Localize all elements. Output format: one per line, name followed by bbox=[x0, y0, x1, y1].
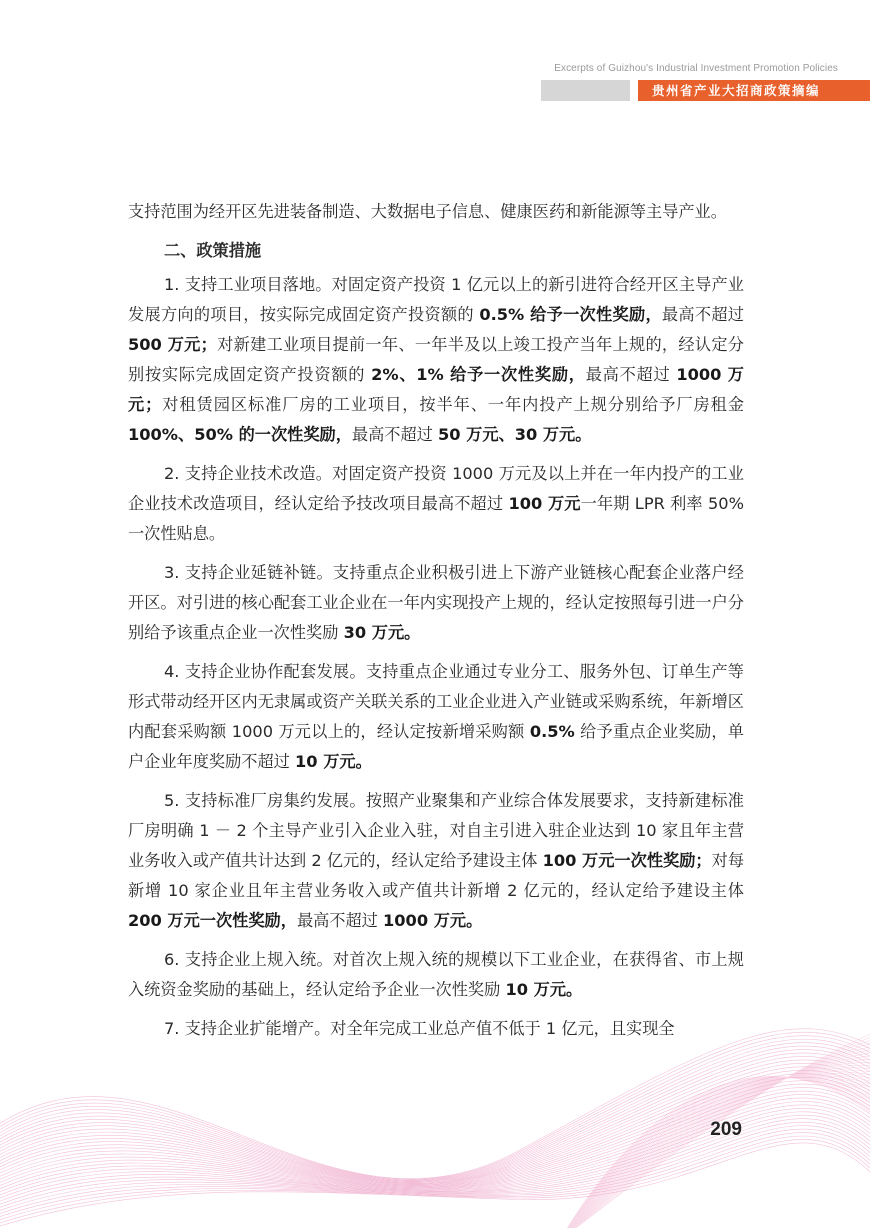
page-number: 209 bbox=[710, 1119, 742, 1140]
document-body bbox=[128, 197, 744, 1053]
wave-line bbox=[560, 1073, 870, 1228]
wave-line bbox=[560, 1074, 870, 1228]
wave-line bbox=[0, 1098, 870, 1190]
header-subtitle-en: Excerpts of Guizhou's Industrial Investment Promotion Policies bbox=[554, 63, 838, 74]
header-title-bar bbox=[638, 80, 870, 101]
wave-line bbox=[560, 1077, 870, 1228]
wave-line bbox=[0, 1143, 870, 1228]
wave-line bbox=[0, 1136, 870, 1223]
policy-item-6: 6. 支持企业上规入统。对首次上规入统的规模以下工业企业，在获得省、市上规入统资金奖励的基础上，经认定给予企业一次性奖励 10 万元。 bbox=[128, 950, 744, 999]
wave-line bbox=[0, 1101, 870, 1193]
wave-line bbox=[560, 1070, 870, 1228]
wave-line bbox=[0, 1133, 870, 1220]
policy-item-1: 1. 支持工业项目落地。对固定资产投资 1 亿元以上的新引进符合经开区主导产业发展方向的项目，按实际完成固定资产投资额的 0.5% 给予一次性奖励，最高不超过 500 万元；对新建工业项目提前一年、一年半及以上竣工投产当年上规的，经认定分别按实际完成固定资产投资额的 2%、1% 给予一次性奖励，最高不超过 1000 万元；对租赁园区标准厂房的工业项目，按半年、一年内投产上规分别给予厂房租金 100%、50% 的一次性奖励，最高不超过 50 万元、30 万元。 bbox=[128, 275, 745, 444]
wave-line bbox=[560, 1076, 870, 1228]
policy-item-2: 2. 支持企业技术改造。对固定资产投资 1000 万元及以上并在一年内投产的工业企业技术改造项目，经认定给予技改项目最高不超过 100 万元一年期 LPR 利率 50% 一次性贴息。 bbox=[128, 464, 744, 543]
wave-line bbox=[0, 1053, 870, 1182]
wave-line bbox=[0, 1039, 870, 1180]
wave-line bbox=[560, 1077, 870, 1228]
section-heading: 二、政策措施 bbox=[164, 241, 262, 260]
wave-line bbox=[560, 1068, 870, 1228]
wave-line bbox=[560, 1065, 870, 1228]
wave-line bbox=[0, 1043, 870, 1181]
policy-item-7: 7. 支持企业扩能增产。对全年完成工业总产值不低于 1 亿元，且实现全 bbox=[164, 1019, 675, 1038]
wave-line bbox=[0, 1046, 870, 1181]
wave-line bbox=[0, 1094, 870, 1188]
wave-line bbox=[0, 1049, 870, 1181]
header-gray-block bbox=[541, 80, 630, 101]
policy-item-3: 3. 支持企业延链补链。支持重点企业积极引进上下游产业链核心配套企业落户经开区。对引进的核心配套工业企业在一年内实现投产上规的，经认定按照每引进一户分别给予该重点企业一次性奖励 30 万元。 bbox=[128, 563, 744, 642]
wave-line bbox=[560, 1059, 870, 1228]
wave-line bbox=[560, 1076, 870, 1228]
policy-item-4: 4. 支持企业协作配套发展。支持重点企业通过专业分工、服务外包、订单生产等形式带动经开区内无隶属或资产关联关系的工业企业进入产业链或采购系统，年新增区内配套采购额 1000 万元以上的，经认定按新增采购额 0.5% 给予重点企业奖励，单户企业年度奖励不超过 10 万元。 bbox=[128, 662, 744, 771]
wave-line bbox=[560, 1077, 870, 1228]
wave-line bbox=[0, 1036, 870, 1180]
wave-line bbox=[0, 1032, 870, 1179]
wave-line bbox=[560, 1077, 870, 1228]
wave-line bbox=[0, 1129, 870, 1217]
wave-line bbox=[560, 1077, 870, 1228]
wave-line bbox=[560, 1062, 870, 1228]
wave-line bbox=[0, 1139, 870, 1226]
header-title: 贵州省产业大招商政策摘编 bbox=[652, 83, 821, 98]
wave-line bbox=[560, 1077, 870, 1228]
intro-paragraph: 支持范围为经开区先进装备制造、大数据电子信息、健康医药和新能源等主导产业。 bbox=[128, 202, 727, 221]
wave-line bbox=[560, 1077, 870, 1228]
wave-line bbox=[560, 1055, 870, 1228]
wave-line bbox=[560, 1072, 870, 1228]
wave-line bbox=[560, 1075, 870, 1228]
policy-item-5: 5. 支持标准厂房集约发展。按照产业聚集和产业综合体发展要求，支持新建标准厂房明确 1 － 2 个主导产业引入企业入驻，对自主引进入驻企业达到 10 家且年主营业务收入或产值共计达到 2 亿元的，经认定给予建设主体 100 万元一次性奖励；对每新增 10 家企业且年主营业务收入或产值共计新增 2 亿元的，经认定给予建设主体 200 万元一次性奖励，最高不超过 1000 万元。 bbox=[128, 791, 745, 930]
